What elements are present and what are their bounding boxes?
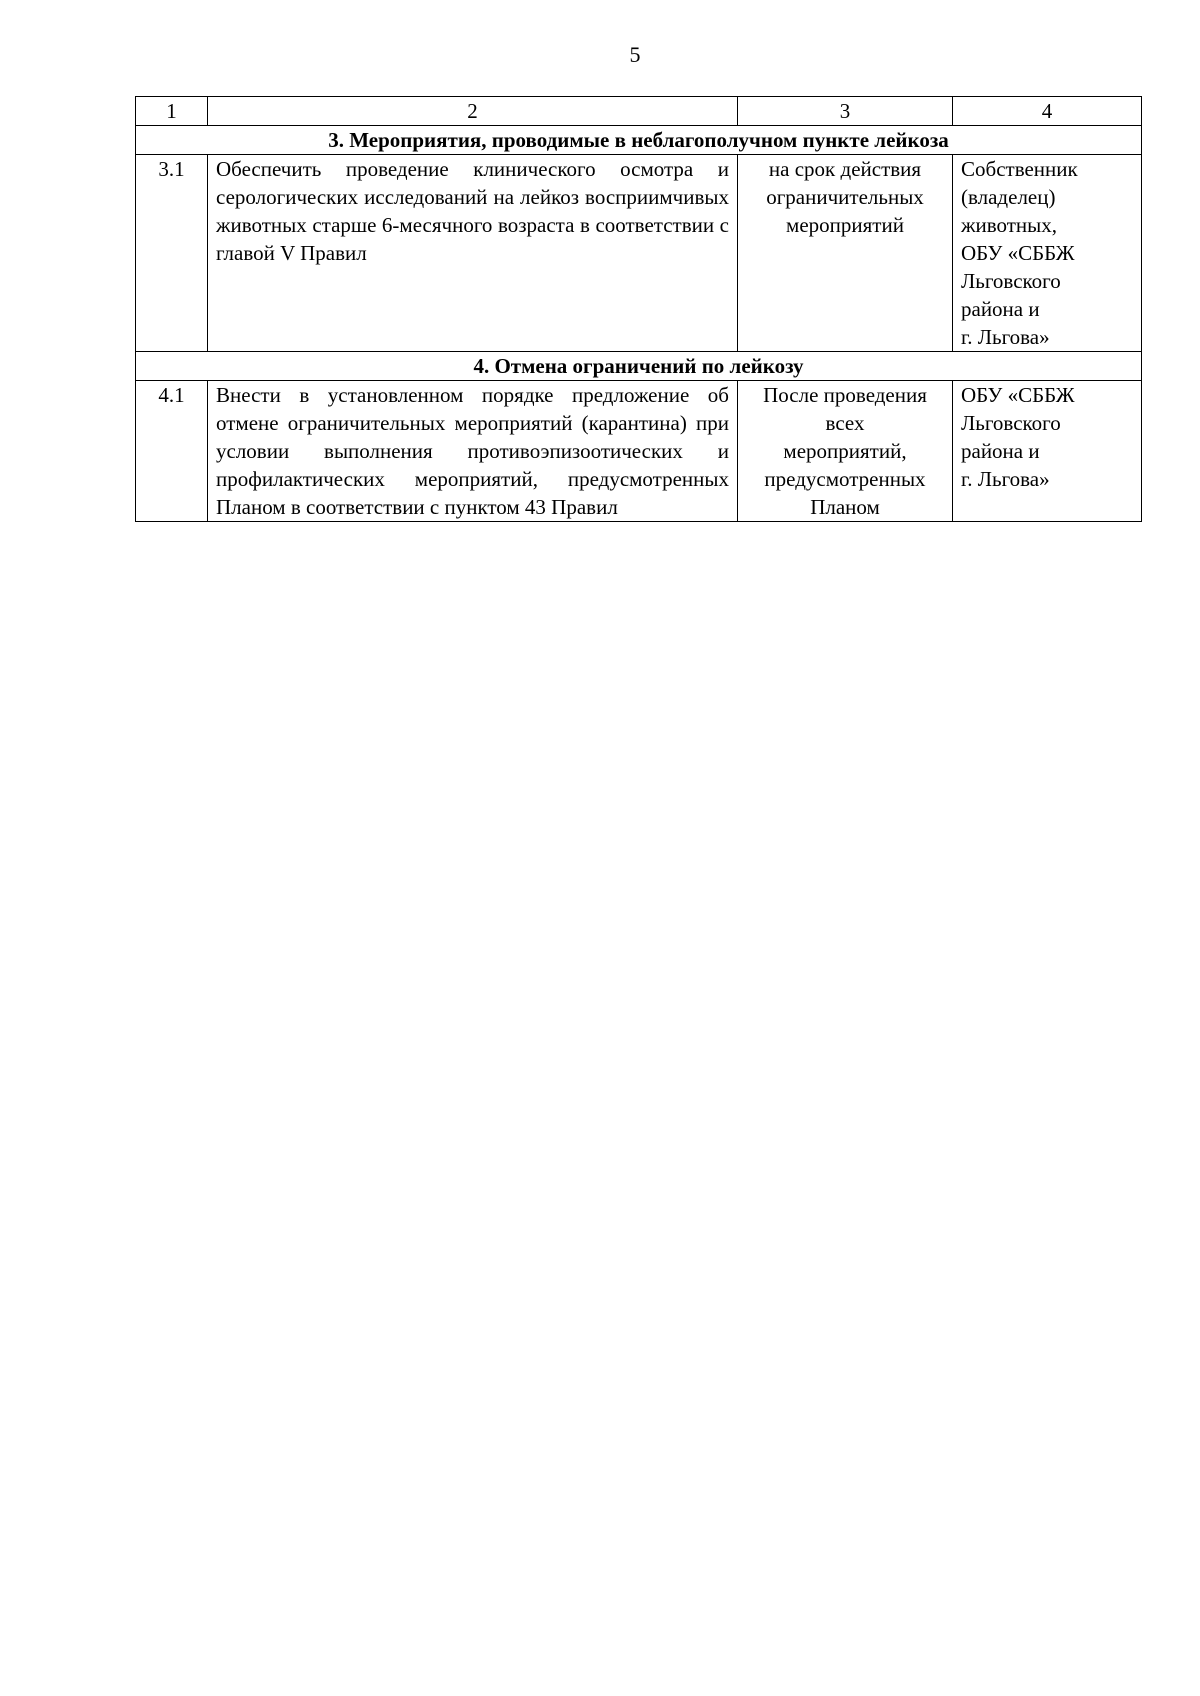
section-header-4	[136, 352, 1142, 381]
column-number-row	[136, 97, 1142, 126]
responsible-line: Собственник	[961, 157, 1078, 181]
column-number-2: 2	[208, 97, 738, 126]
term-line: мероприятий,	[783, 439, 907, 463]
item-number: 3.1	[136, 155, 208, 352]
item-number: 4.1	[136, 381, 208, 522]
term-line: всех	[825, 411, 865, 435]
responsible-line: животных,	[961, 213, 1058, 237]
term-line: на срок действия	[768, 157, 922, 181]
responsible-cell	[953, 155, 1142, 352]
responsible-word: ОБУ «СББЖ	[961, 383, 1075, 407]
measures-table	[135, 96, 1142, 522]
term-line: предусмотренных	[764, 467, 926, 491]
responsible-line: г. Льгова»	[961, 325, 1050, 349]
term-line: Планом	[810, 495, 880, 519]
column-number-4: 4	[953, 97, 1142, 126]
page-number: 5	[629, 42, 641, 67]
term-line: ограничительных	[766, 185, 924, 209]
responsible-line: района и	[961, 297, 1040, 321]
section-title: 3. Мероприятия, проводимые в неблагополучном пункте лейкоза	[136, 126, 1142, 155]
responsible-line: (владелец)	[961, 185, 1056, 209]
responsible-line: Льговского	[961, 411, 1061, 435]
responsible-line	[961, 381, 1133, 409]
table-row	[136, 155, 1142, 352]
responsible-cell	[953, 381, 1142, 522]
section-header-3	[136, 126, 1142, 155]
section-title: 4. Отмена ограничений по лейкозу	[136, 352, 1142, 381]
column-number-1: 1	[136, 97, 208, 126]
term-cell	[738, 155, 953, 352]
term-line: После проведения	[763, 383, 927, 407]
responsible-line: района и	[961, 439, 1040, 463]
term-line: мероприятий	[786, 213, 904, 237]
responsible-line: ОБУ «СББЖ	[961, 241, 1075, 265]
column-number-3: 3	[738, 97, 953, 126]
responsible-line: г. Льгова»	[961, 467, 1050, 491]
action-description: Внести в установленном порядке предложение об отмене ограничительных мероприятий (карантина) при условии выполнения противоэпизоотических и профилактических мероприятий, предусмотренных Планом в соответствии с пунктом 43 Правил	[208, 381, 738, 522]
term-cell	[738, 381, 953, 522]
responsible-line: Льговского	[961, 269, 1061, 293]
action-description: Обеспечить проведение клинического осмотра и серологических исследований на лейкоз восприимчивых животных старше 6-месячного возраста в соответствии с главой V Правил	[208, 155, 738, 352]
table-row	[136, 381, 1142, 522]
